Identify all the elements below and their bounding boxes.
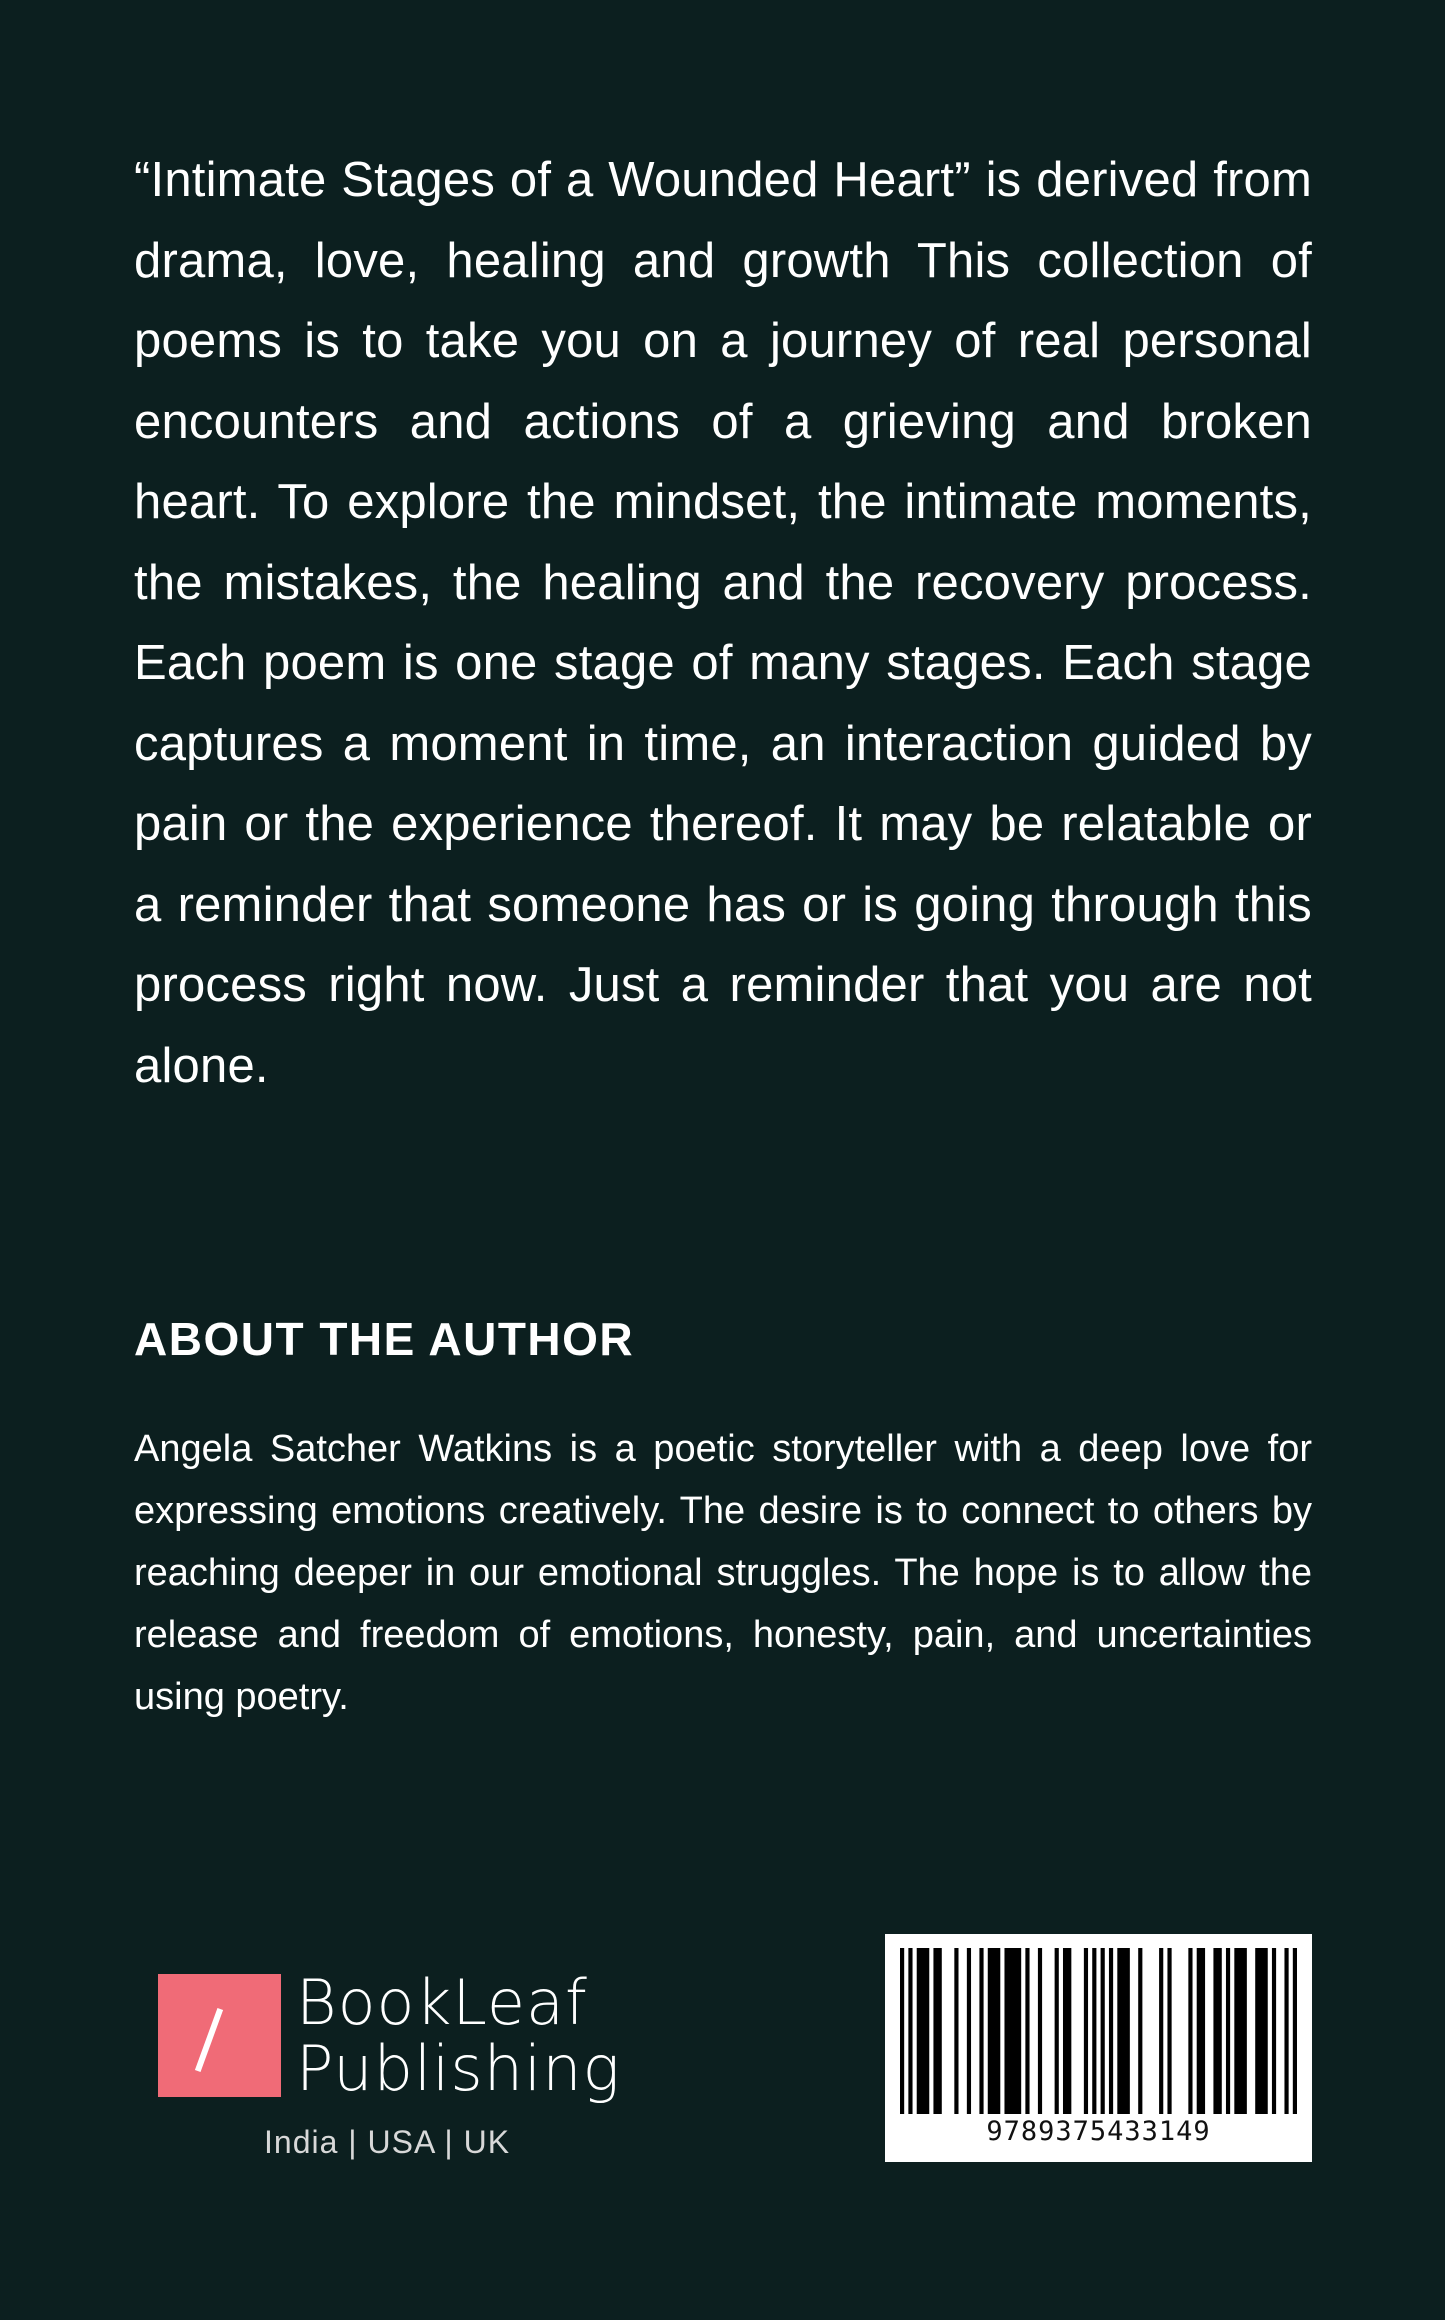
barcode-bar (1109, 1948, 1113, 2114)
barcode-bar (1025, 1948, 1029, 2114)
barcode-bar (967, 1948, 971, 2114)
barcode-bar (1117, 1948, 1130, 2114)
about-author-heading: ABOUT THE AUTHOR (134, 1313, 635, 1365)
barcode-bar (1234, 1948, 1247, 2114)
isbn-number: 9789375433149 (986, 2116, 1211, 2147)
publisher-name-line2: Publishing (296, 2032, 621, 2105)
isbn-barcode (885, 1934, 1312, 2162)
barcode-bar (1272, 1948, 1276, 2114)
barcode-bar (917, 1948, 930, 2114)
barcode-bar (1092, 1948, 1096, 2114)
barcode-bar (979, 1948, 983, 2114)
publisher-logo (158, 1966, 621, 2170)
barcode-bar (1197, 1948, 1205, 2114)
barcode-bar (1159, 1948, 1163, 2114)
barcode-bar (1167, 1948, 1171, 2114)
about-author-text: Angela Satcher Watkins is a poetic storyteller with a deep love for expressing emotions creatively. The desire is to connect to others by reaching deeper in our emotional struggles. The hope is to allow the release and freedom of emotions, honesty, pain, and uncertainties using poetry. (134, 1428, 1312, 1718)
barcode-bar (954, 1948, 958, 2114)
barcode-bar (933, 1948, 941, 2114)
publisher-regions: India | USA | UK (264, 2124, 511, 2160)
barcode-bar (1138, 1948, 1142, 2114)
barcode-bar (1284, 1948, 1288, 2114)
barcode-bar (1004, 1948, 1021, 2114)
barcode-bar (908, 1948, 912, 2114)
barcode-bar (1188, 1948, 1192, 2114)
barcode-bars (900, 1948, 1297, 2114)
book-blurb: “Intimate Stages of a Wounded Heart” is derived from drama, love, healing and growth This collection of poems is to take you on a journey of real personal encounters and actions of a grieving and broken heart. To explore the mindset, the intimate moments, the mistakes, the healing and the recovery process. Each poem is one stage of many stages. Each stage captures a moment in time, an interaction guided by pain or the experience thereof. It may be relatable or a reminder that someone has or is going through this process right now. Just a reminder that you are not alone. (134, 153, 1312, 1093)
barcode-bar (1038, 1948, 1042, 2114)
barcode-bar (1084, 1948, 1088, 2114)
barcode-bar (1293, 1948, 1297, 2114)
publisher-name-line1: BookLeaf (296, 1966, 588, 2039)
barcode-bar (1063, 1948, 1071, 2114)
barcode-bar (1255, 1948, 1268, 2114)
barcode-bar (1055, 1948, 1059, 2114)
barcode-bar (1226, 1948, 1230, 2114)
barcode-bar (1101, 1948, 1105, 2114)
barcode-bar (988, 1948, 1001, 2114)
slash-icon (195, 2008, 223, 2072)
publisher-logo-mark (158, 1974, 281, 2097)
barcode-bar (1213, 1948, 1221, 2114)
barcode-bar (900, 1948, 904, 2114)
